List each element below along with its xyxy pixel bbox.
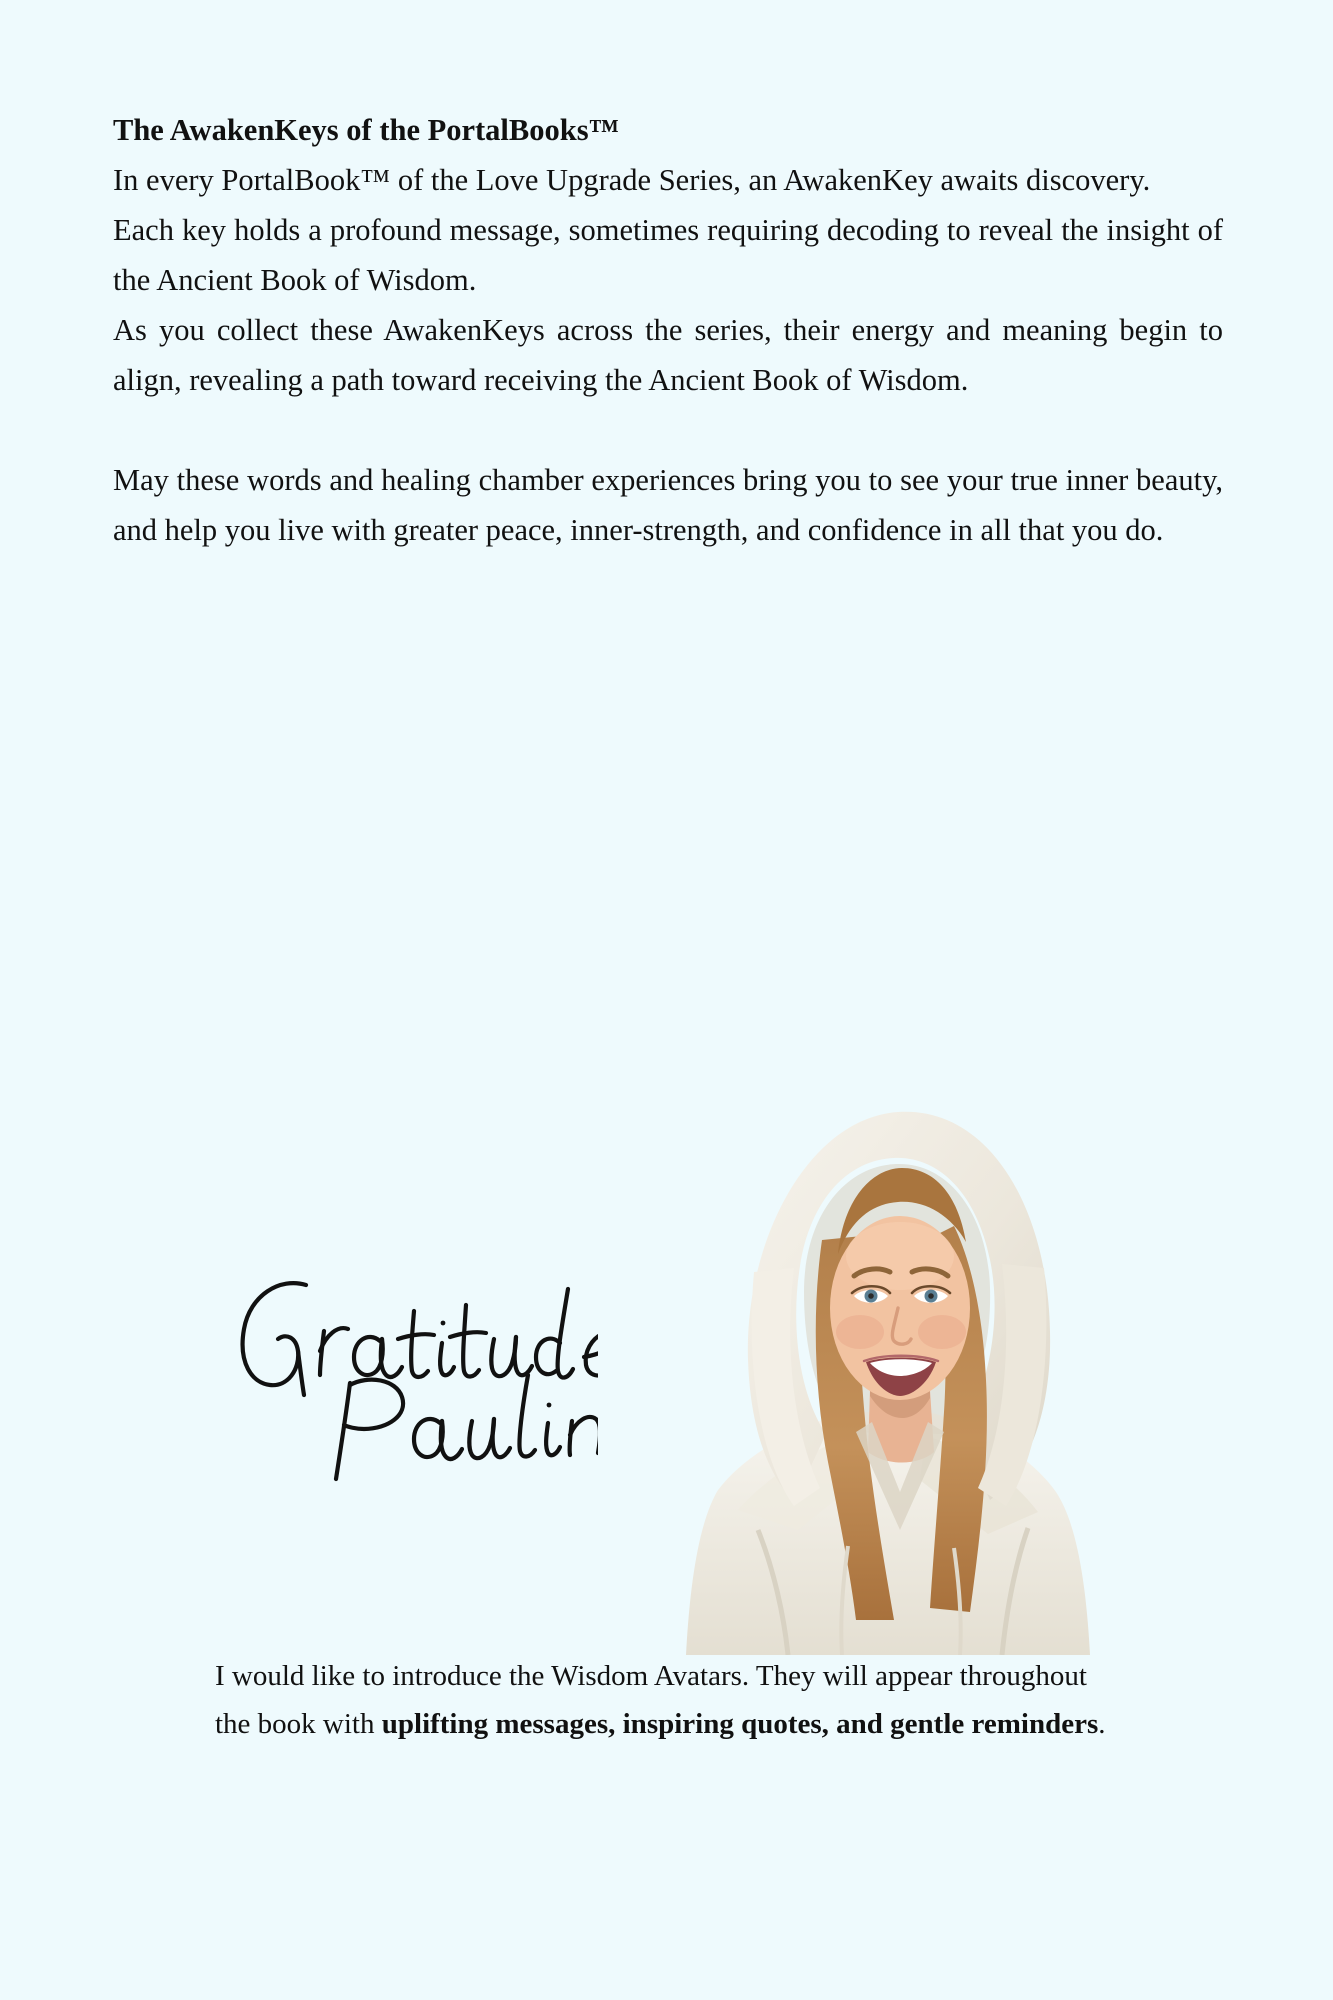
closing-text-part-2: . — [1098, 1708, 1106, 1740]
paragraph-2: Each key holds a profound message, sometimes requiring decoding to reveal the insight of the Ancient Book of Wisdom. — [113, 213, 1223, 297]
handwritten-signature — [228, 1255, 648, 1505]
paragraph-spacer — [113, 405, 1223, 455]
paragraph-4: May these words and healing chamber experiences bring you to see your true inner beauty, and help you live with greater peace, inner-strength, and confidence in all that you do. — [113, 463, 1223, 547]
closing-text-bold: uplifting messages, inspiring quotes, and gentle reminders — [381, 1708, 1099, 1740]
author-portrait-svg — [598, 1060, 1173, 1655]
signature-svg — [228, 1255, 648, 1505]
closing-text-part-1: I would like to introduce the Wisdom Avatars. They will appear throughout the book with — [215, 1660, 1087, 1740]
author-portrait — [598, 1060, 1173, 1655]
closing-paragraph — [215, 1652, 1115, 1748]
section-heading: The AwakenKeys of the PortalBooks™ — [113, 113, 620, 147]
paragraph-1: In every PortalBook™ of the Love Upgrade Series, an AwakenKey awaits discovery. — [113, 163, 1151, 197]
signature-and-photo-area — [0, 1030, 1333, 1630]
paragraph-3: As you collect these AwakenKeys across the series, their energy and meaning begin to align, revealing a path toward receiving the Ancient Book of Wisdom. — [113, 313, 1223, 397]
main-text-block — [113, 105, 1223, 555]
